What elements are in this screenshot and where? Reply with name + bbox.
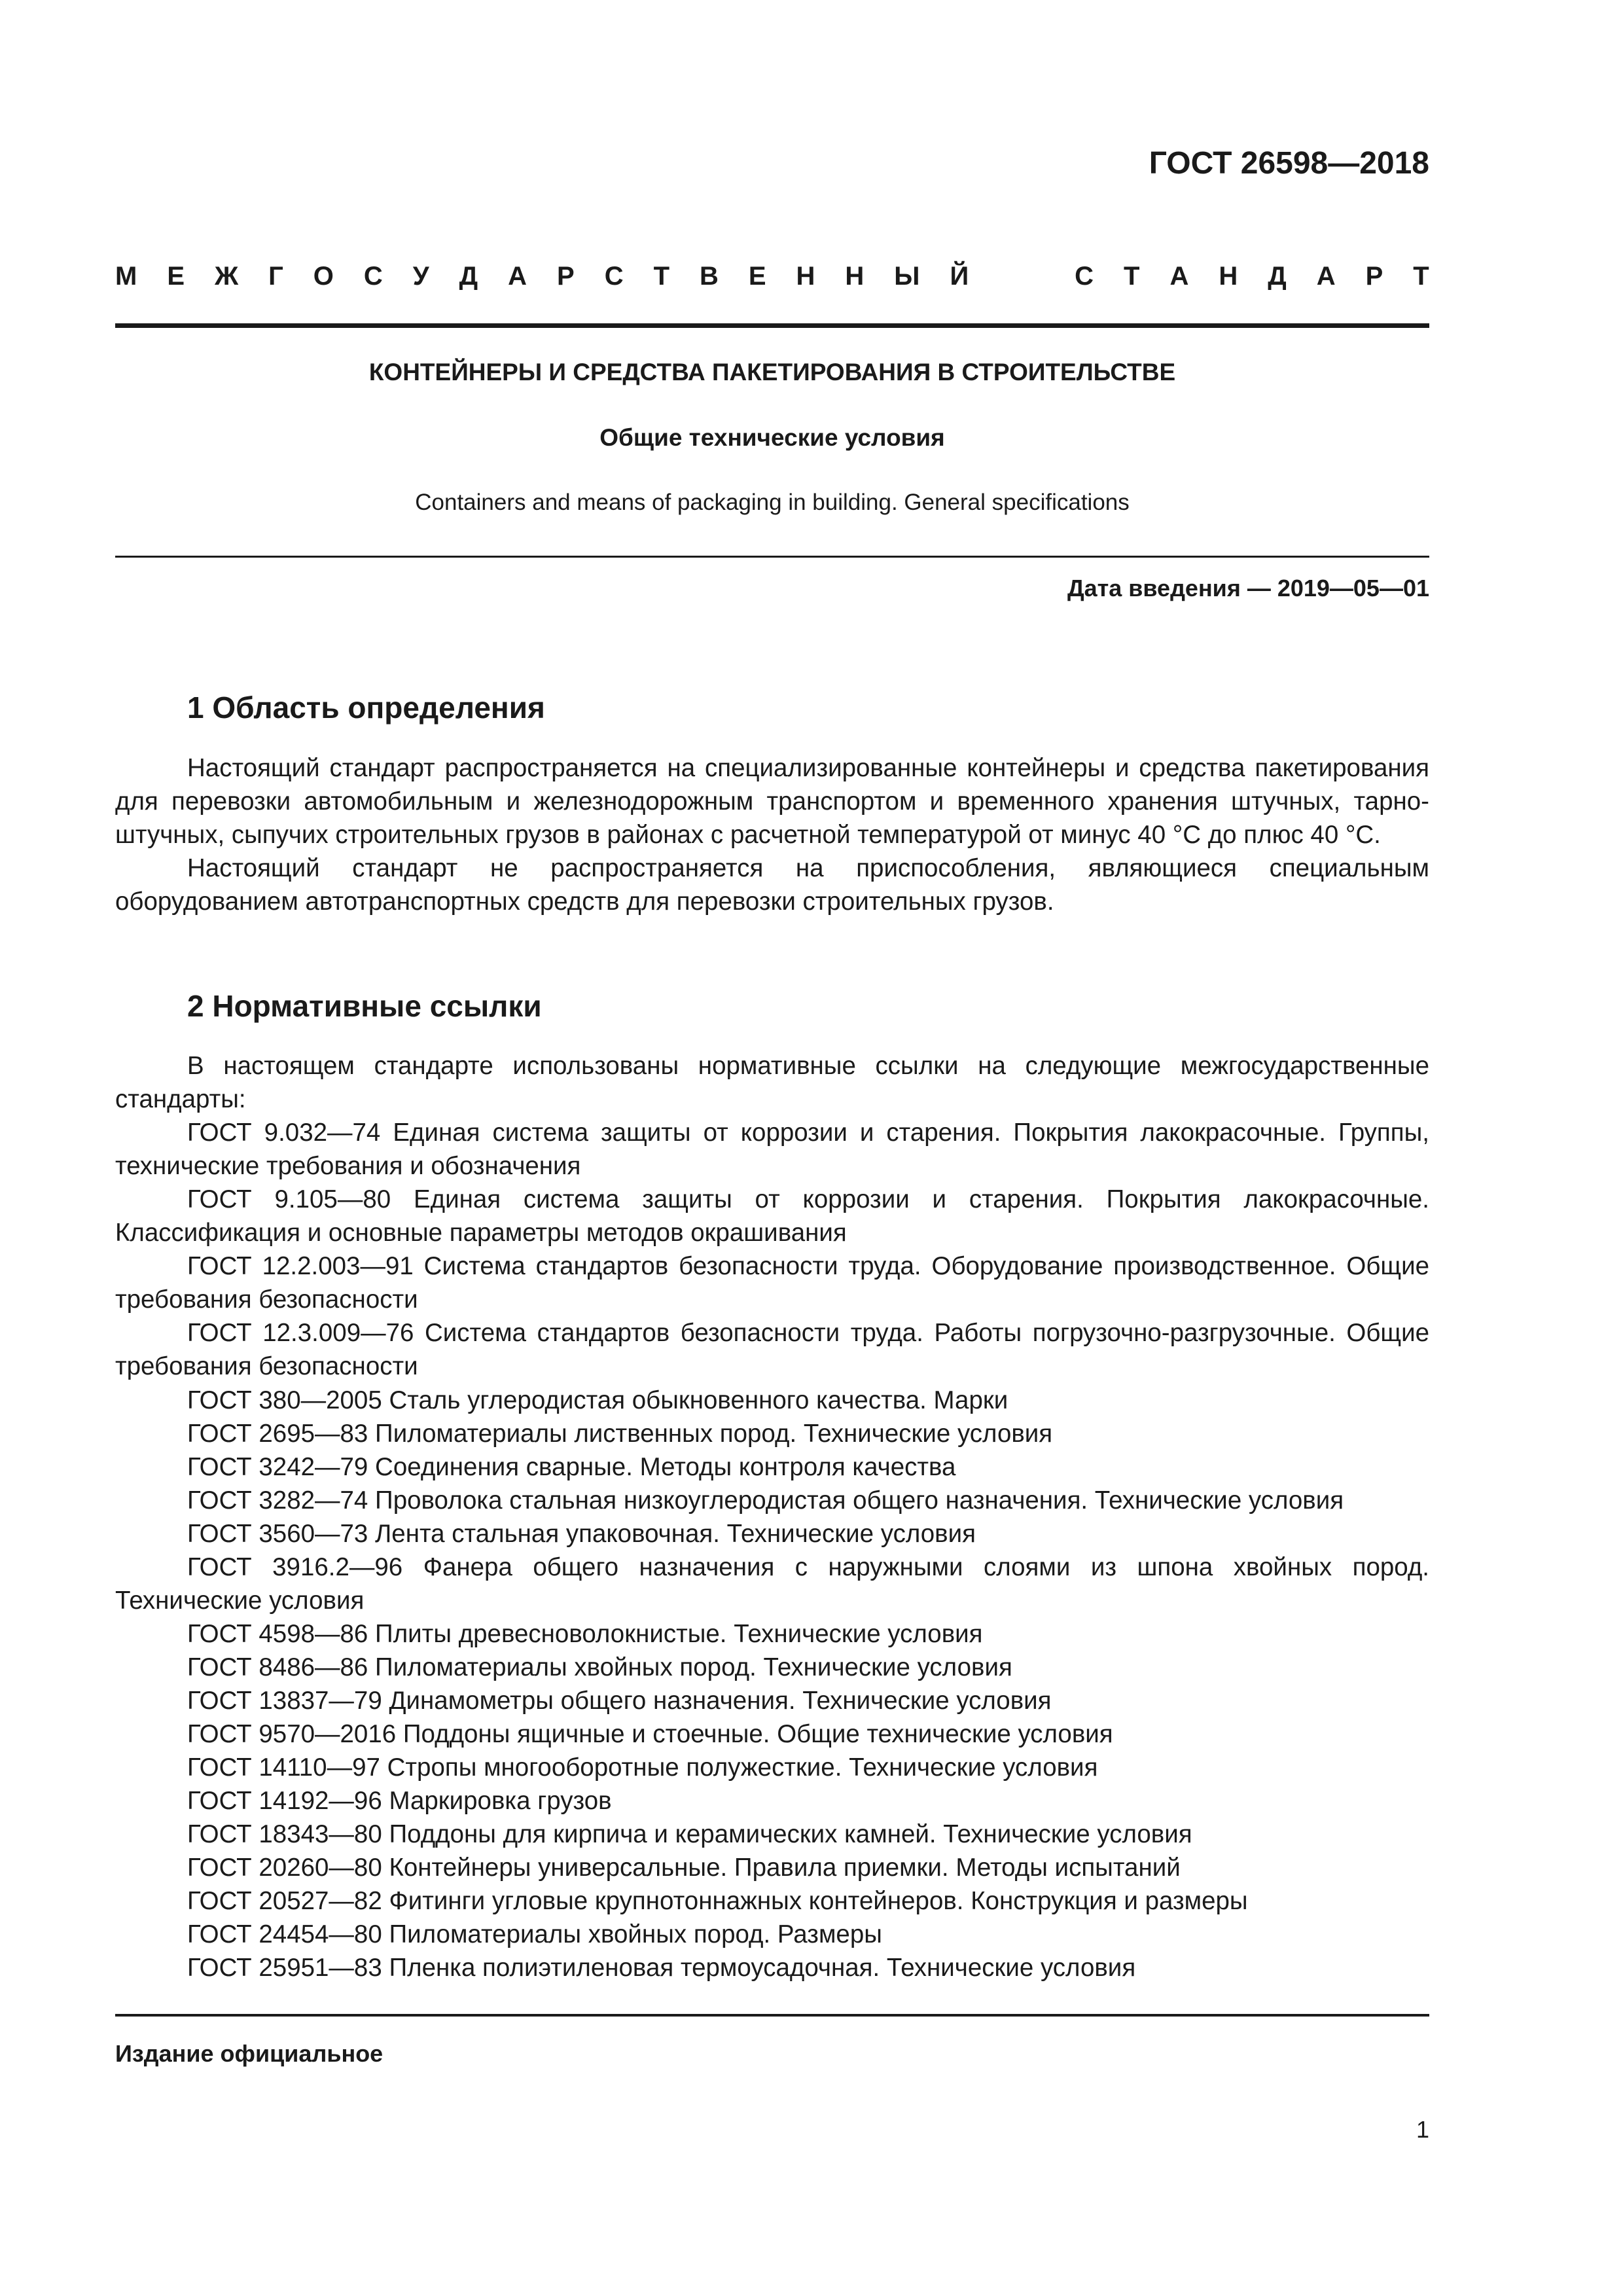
interstate-standard-heading [115,262,1429,291]
document-code: ГОСТ 26598—2018 [1149,146,1429,181]
letter: Е [167,262,185,291]
reference-item: ГОСТ 20527—82 Фитинги угловые крупнотоннажных контейнеров. Конструкция и размеры [187,1887,1248,1915]
reference-list-long-item [115,1551,1429,1617]
letter: С [363,262,383,291]
letter: А [508,262,527,291]
reference-item: ГОСТ 18343—80 Поддоны для кирпича и керамических камней. Технические условия [187,1820,1192,1848]
letter: Т [653,262,669,291]
reference-item: ГОСТ 3560—73 Лента стальная упаковочная. Технические условия [187,1520,976,1548]
letter: Е [748,262,766,291]
reference-item: ГОСТ 20260—80 Контейнеры универсальные. Правила приемки. Методы испытаний [187,1854,1181,1882]
letter: М [115,262,137,291]
reference-item: ГОСТ 9.105—80 Единая система защиты от коррозии и старения. Покрытия лакокрасочные. Классификация и основные параметры методов окрашивания [115,1185,1429,1247]
letter: Р [557,262,575,291]
section-2-body [115,1049,1429,1383]
letter: О [313,262,334,291]
section-2-heading: 2 Нормативные ссылки [187,989,542,1023]
word-gap [999,262,1044,291]
reference-list-part-2 [187,1617,1431,1984]
footer-divider [115,2014,1429,2017]
reference-item: ГОСТ 2695—83 Пиломатериалы лиственных пород. Технические условия [187,1420,1053,1448]
reference-list-part-1 [187,1384,1431,1551]
reference-item: ГОСТ 13837—79 Динамометры общего назначения. Технические условия [187,1687,1052,1715]
letter: С [1075,262,1094,291]
section-1-heading: 1 Область определения [187,691,545,725]
letter: Р [1365,262,1383,291]
document-subtitle: Общие технические условия [599,424,945,451]
reference-item: ГОСТ 3282—74 Проволока стальная низкоуглеродистая общего назначения. Технические условия [187,1486,1344,1515]
section-1-body [115,751,1429,918]
letter: Ы [894,262,920,291]
reference-item: ГОСТ 14110—97 Стропы многооборотные полужесткие. Технические условия [187,1753,1098,1782]
letter: С [604,262,624,291]
reference-item: ГОСТ 9570—2016 Поддоны ящичные и стоечные. Общие технические условия [187,1720,1113,1748]
letter: Т [1413,262,1429,291]
reference-item: ГОСТ 4598—86 Плиты древесноволокнистые. Технические условия [187,1620,983,1648]
title-divider [115,556,1429,558]
reference-item: ГОСТ 3916.2—96 Фанера общего назначения с наружными слоями из шпона хвойных пород. Технические условия [115,1553,1429,1615]
paragraph: В настоящем стандарте использованы нормативные ссылки на следующие межгосударственные стандарты: [115,1052,1429,1113]
letter: Н [1219,262,1238,291]
reference-item: ГОСТ 12.3.009—76 Система стандартов безопасности труда. Работы погрузочно-разгрузочные. Общие требования безопасности [115,1319,1429,1380]
paragraph: Настоящий стандарт распространяется на специализированные контейнеры и средства пакетирования для перевозки автомобильным и железнодорожным транспортом и временного хранения штучных, тарно-штучных, сыпучих строительных грузов в районах с расчетной температурой от минус 40 °С до плюс 40 °С. [115,754,1429,849]
letter: Ж [214,262,239,291]
letter: Н [845,262,865,291]
header-divider [115,323,1429,328]
reference-item: ГОСТ 24454—80 Пиломатериалы хвойных пород. Размеры [187,1920,882,1948]
letter: В [699,262,719,291]
letter: Д [459,262,478,291]
letter: Г [268,262,283,291]
reference-item: ГОСТ 3242—79 Соединения сварные. Методы контроля качества [187,1453,956,1481]
paragraph: Настоящий стандарт не распространяется на приспособления, являющиеся специальным оборудованием автотранспортных средств для перевозки строительных грузов. [115,854,1429,916]
page-number: 1 [1416,2116,1429,2143]
letter: Й [950,262,969,291]
reference-item: ГОСТ 9.032—74 Единая система защиты от коррозии и старения. Покрытия лакокрасочные. Группы, технические требования и обозначения [115,1119,1429,1180]
introduction-date: Дата введения — 2019—05—01 [1067,575,1429,601]
reference-item: ГОСТ 380—2005 Сталь углеродистая обыкновенного качества. Марки [187,1386,1008,1414]
letter: Т [1124,262,1140,291]
letter: А [1316,262,1336,291]
reference-item: ГОСТ 25951—83 Пленка полиэтиленовая термоусадочная. Технические условия [187,1954,1136,1982]
letter: А [1169,262,1189,291]
document-title: КОНТЕЙНЕРЫ И СРЕДСТВА ПАКЕТИРОВАНИЯ В СТРОИТЕЛЬСТВЕ [368,359,1176,386]
letter: У [412,262,429,291]
edition-label: Издание официальное [115,2040,383,2067]
document-title-english: Containers and means of packaging in building. General specifications [415,490,1130,515]
reference-item: ГОСТ 12.2.003—91 Система стандартов безопасности труда. Оборудование производственное. Общие требования безопасности [115,1252,1429,1314]
reference-item: ГОСТ 8486—86 Пиломатериалы хвойных пород. Технические условия [187,1653,1012,1681]
reference-item: ГОСТ 14192—96 Маркировка грузов [187,1787,612,1815]
letter: Д [1268,262,1287,291]
letter: Н [796,262,815,291]
